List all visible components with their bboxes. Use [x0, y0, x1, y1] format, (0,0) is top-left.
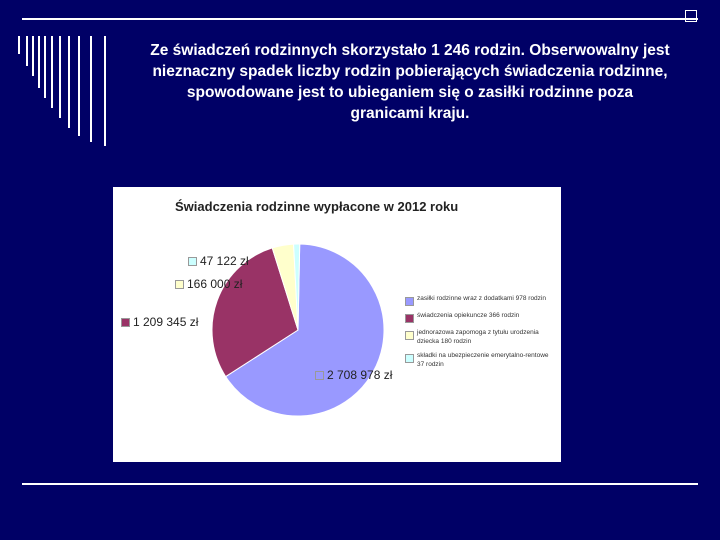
decorative-bar [51, 36, 53, 108]
data-label-4 [188, 254, 249, 268]
legend-swatch-1 [405, 297, 414, 306]
legend-item-1 [405, 295, 555, 306]
decorative-bar [90, 36, 92, 142]
data-label-3-text: 166 000 zł [187, 277, 243, 291]
decorative-bar [26, 36, 28, 66]
decorative-bar [59, 36, 61, 118]
corner-square [685, 10, 697, 22]
decorative-bar [38, 36, 40, 88]
legend-label-3: jednorazowa zapomoga z tytułu urodzenia dziecka 180 rodzin [417, 329, 539, 345]
legend-label-1: zasiłki rodzinne wraz z dodatkami 978 rodzin [417, 295, 546, 302]
decorative-bar [18, 36, 20, 54]
data-label-3 [175, 277, 242, 291]
decorative-bar [104, 36, 106, 146]
data-label-2-swatch [121, 318, 130, 327]
decorative-bar [44, 36, 46, 98]
pie-chart-panel [113, 187, 561, 462]
legend-label-4: składki na ubezpieczenie emerytalno-rentowe 37 rodzin [417, 352, 549, 368]
legend-swatch-4 [405, 354, 414, 363]
slide-heading: Ze świadczeń rodzinnych skorzystało 1 246 rodzin. Obserwowalny jest nieznaczny spadek liczby rodzin pobierających świadczenia rodzinne, spowodowane jest to ubieganiem się o zasiłki rodzinne poza granicami kraju. [150, 42, 670, 122]
data-label-1-swatch [315, 371, 324, 380]
data-label-2 [121, 315, 198, 329]
decorative-bar [32, 36, 34, 76]
legend-item-4 [405, 352, 555, 369]
data-label-1-text: 2 708 978 zł [327, 368, 393, 382]
data-label-4-text: 47 122 zł [200, 254, 249, 268]
decorative-bars [18, 36, 148, 146]
top-rule [22, 18, 698, 20]
chart-legend [405, 295, 555, 375]
legend-label-2: świadczenia opiekuncze 366 rodzin [417, 312, 520, 319]
data-label-4-swatch [188, 257, 197, 266]
legend-swatch-3 [405, 331, 414, 340]
legend-item-3 [405, 329, 555, 346]
decorative-bar [68, 36, 70, 128]
legend-swatch-2 [405, 314, 414, 323]
bottom-rule [22, 483, 698, 485]
data-label-2-text: 1 209 345 zł [133, 315, 199, 329]
decorative-bar [78, 36, 80, 136]
data-label-3-swatch [175, 280, 184, 289]
data-label-1 [315, 368, 392, 382]
chart-title: Świadczenia rodzinne wypłacone w 2012 roku [175, 199, 459, 214]
legend-item-2 [405, 312, 555, 323]
